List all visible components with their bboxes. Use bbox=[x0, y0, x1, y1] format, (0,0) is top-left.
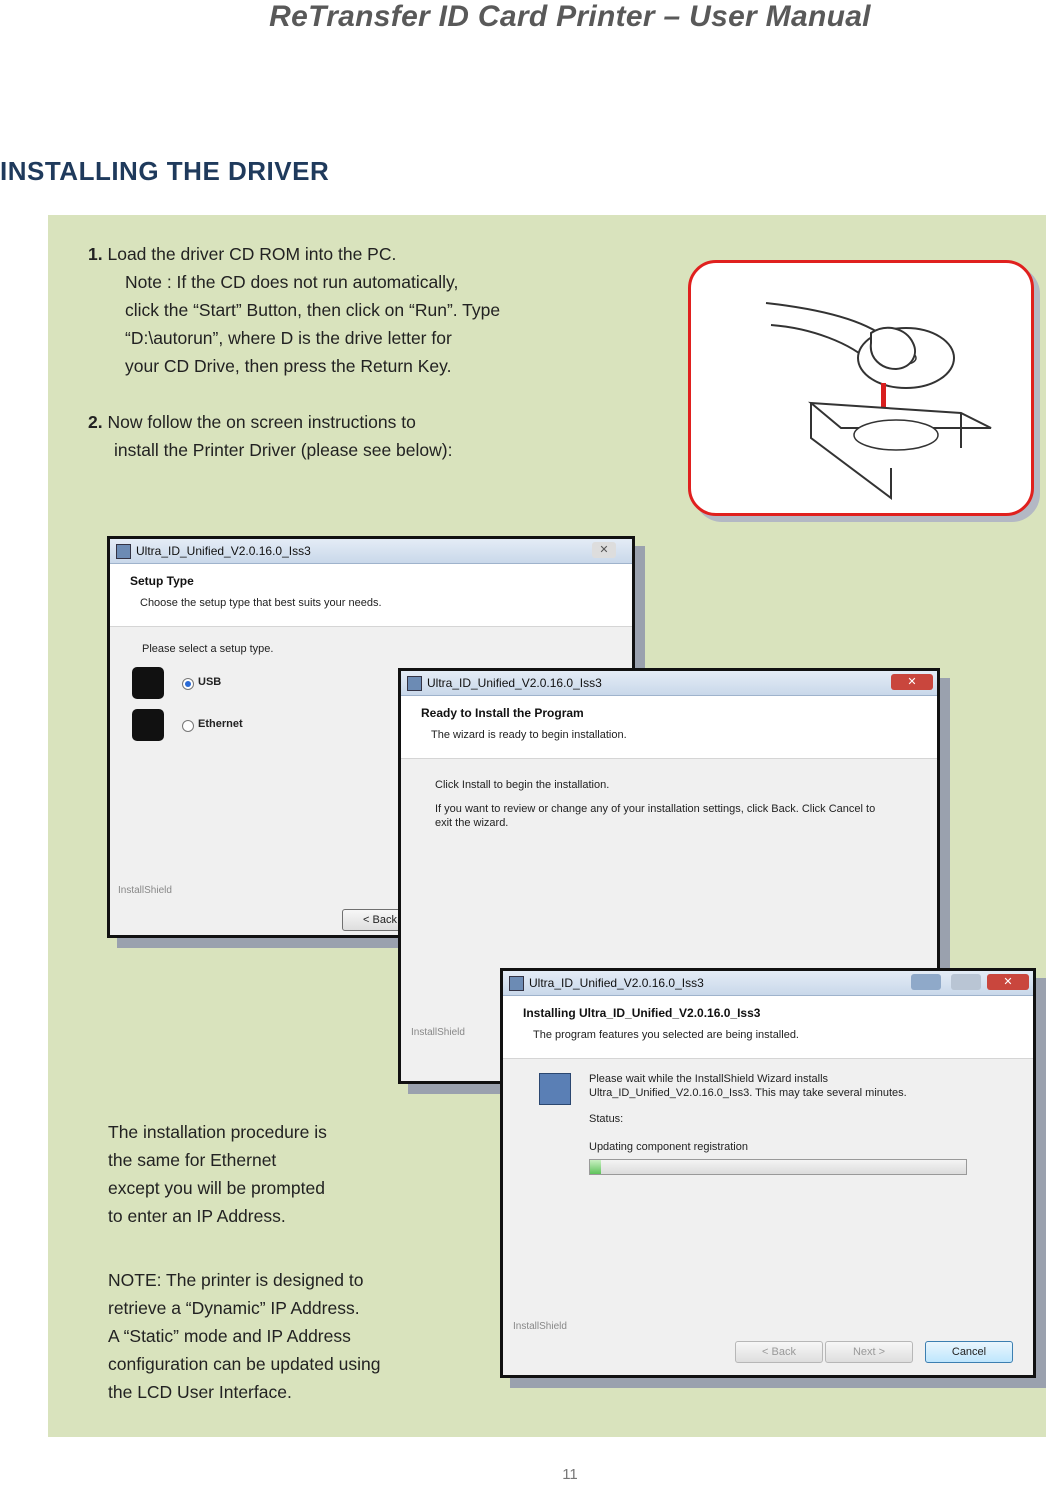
window-title: Ultra_ID_Unified_V2.0.16.0_Iss3 bbox=[529, 976, 704, 990]
ip-note-line: the LCD User Interface. bbox=[108, 1382, 292, 1402]
ethernet-note-line: to enter an IP Address. bbox=[108, 1206, 286, 1226]
step1-text: Load the driver CD ROM into the PC. bbox=[107, 244, 397, 264]
cd-drive-icon bbox=[691, 263, 1031, 513]
cd-insert-illustration bbox=[688, 260, 1034, 516]
ethernet-radio[interactable] bbox=[182, 720, 194, 732]
next-button[interactable]: Next > bbox=[825, 1341, 913, 1363]
minimize-icon[interactable] bbox=[911, 974, 941, 990]
installer-computer-icon bbox=[539, 1073, 571, 1105]
installing-dialog bbox=[500, 968, 1036, 1378]
installer-icon bbox=[509, 976, 524, 991]
step2-line2: install the Printer Driver (please see below): bbox=[114, 440, 453, 460]
ip-note-line: configuration can be updated using bbox=[108, 1354, 381, 1374]
close-icon[interactable]: ✕ bbox=[592, 542, 616, 558]
window-title: Ultra_ID_Unified_V2.0.16.0_Iss3 bbox=[427, 676, 602, 690]
cancel-button[interactable]: Cancel bbox=[925, 1341, 1013, 1363]
titlebar bbox=[110, 539, 632, 564]
note-line: your CD Drive, then press the Return Key. bbox=[125, 356, 452, 376]
installshield-label: InstallShield bbox=[411, 1027, 465, 1038]
page-header: ReTransfer ID Card Printer – User Manual bbox=[269, 0, 871, 33]
note-line: Note : If the CD does not run automatically, bbox=[125, 272, 459, 292]
installshield-label: InstallShield bbox=[118, 885, 172, 896]
ethernet-note-line: The installation procedure is bbox=[108, 1122, 327, 1142]
ethernet-option-label[interactable]: Ethernet bbox=[198, 718, 243, 730]
usb-option-label[interactable]: USB bbox=[198, 676, 222, 688]
back-button[interactable]: < Back bbox=[735, 1341, 823, 1363]
ip-note-line: NOTE: The printer is designed to bbox=[108, 1270, 364, 1290]
dialog-header bbox=[110, 564, 632, 627]
note-line: click the “Start” Button, then click on “Run”. Type bbox=[125, 300, 501, 320]
install-instruction: Click Install to begin the installation. bbox=[435, 779, 610, 791]
status-value: Updating component registration bbox=[589, 1141, 748, 1153]
step2-number: 2. bbox=[88, 412, 103, 432]
ip-note-line: A “Static” mode and IP Address bbox=[108, 1326, 351, 1346]
section-title: INSTALLING THE DRIVER bbox=[0, 156, 330, 186]
ethernet-note-line: except you will be prompted bbox=[108, 1178, 325, 1198]
back-button[interactable]: < Back bbox=[342, 909, 418, 931]
dialog-heading: Installing Ultra_ID_Unified_V2.0.16.0_Iss3 bbox=[523, 1006, 761, 1020]
dialog-heading: Ready to Install the Program bbox=[421, 706, 584, 720]
wait-line: Please wait while the InstallShield Wizard installs bbox=[589, 1073, 829, 1085]
window-title: Ultra_ID_Unified_V2.0.16.0_Iss3 bbox=[136, 544, 311, 558]
dialog-heading: Setup Type bbox=[130, 574, 194, 588]
status-label: Status: bbox=[589, 1113, 624, 1125]
dialog-subheading: Choose the setup type that best suits your needs. bbox=[140, 597, 382, 609]
close-icon[interactable]: ✕ bbox=[891, 674, 933, 690]
usb-radio[interactable] bbox=[182, 678, 194, 690]
maximize-icon[interactable] bbox=[951, 974, 981, 990]
review-instruction: If you want to review or change any of your installation settings, click Back. Click Cancel to bbox=[435, 803, 876, 815]
installer-icon bbox=[116, 544, 131, 559]
exit-instruction: exit the wizard. bbox=[435, 817, 509, 829]
step2-text: Now follow the on screen instructions to bbox=[107, 412, 416, 432]
step1-number: 1. bbox=[88, 244, 103, 264]
ethernet-icon bbox=[132, 709, 164, 741]
page-number: 11 bbox=[562, 1466, 578, 1483]
titlebar bbox=[503, 971, 1033, 996]
steps-text bbox=[88, 240, 500, 464]
install-progress-bar bbox=[589, 1159, 967, 1175]
dialog-subheading: The wizard is ready to begin installation. bbox=[431, 729, 627, 741]
setup-prompt: Please select a setup type. bbox=[142, 643, 274, 655]
ip-note-line: retrieve a “Dynamic” IP Address. bbox=[108, 1298, 360, 1318]
installshield-label: InstallShield bbox=[513, 1321, 567, 1332]
note-line: “D:\autorun”, where D is the drive letter for bbox=[125, 328, 452, 348]
ip-address-note bbox=[108, 1266, 380, 1406]
dialog-header bbox=[503, 996, 1033, 1059]
titlebar bbox=[401, 671, 937, 696]
wait-line: Ultra_ID_Unified_V2.0.16.0_Iss3. This may take several minutes. bbox=[589, 1087, 907, 1099]
ethernet-note-line: the same for Ethernet bbox=[108, 1150, 277, 1170]
ethernet-note bbox=[108, 1118, 327, 1230]
usb-icon bbox=[132, 667, 164, 699]
dialog-header bbox=[401, 696, 937, 759]
progress-fill bbox=[590, 1160, 601, 1174]
close-icon[interactable]: ✕ bbox=[987, 974, 1029, 990]
installer-icon bbox=[407, 676, 422, 691]
dialog-subheading: The program features you selected are being installed. bbox=[533, 1029, 799, 1041]
